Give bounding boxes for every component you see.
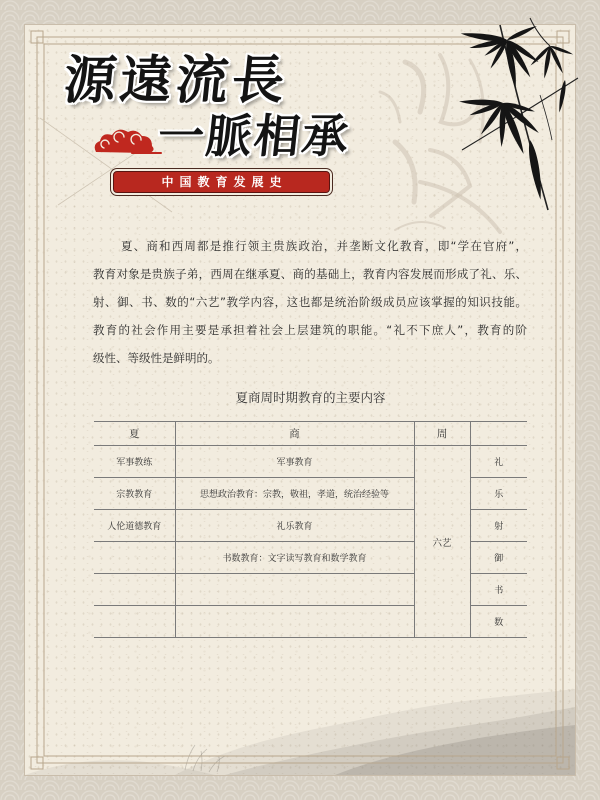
intro-line: 级性、等级性是鲜明的。 xyxy=(93,351,220,365)
header-shang: 商 xyxy=(175,422,414,446)
education-content-table xyxy=(94,421,527,638)
bamboo-leaf xyxy=(557,80,567,113)
cell-shang: 礼乐教育 xyxy=(175,510,414,542)
cell-xia: 宗教教育 xyxy=(94,478,175,510)
bamboo-leaf xyxy=(526,139,544,200)
intro-paragraph xyxy=(93,232,527,372)
table-caption: 夏商周时期教育的主要内容 xyxy=(235,390,386,405)
intro-line: 教育对象是贵族子弟，西周在继承夏、商的基础上，教育内容发展而形成了礼、乐、 xyxy=(93,267,527,281)
cell-xia: 军事教练 xyxy=(94,446,175,478)
bamboo-leaves-top xyxy=(460,24,540,89)
cell-zhou-item: 乐 xyxy=(470,478,527,510)
subtitle-banner-label: 中国教育发展史 xyxy=(161,175,288,189)
title-line-1: 源遠流長 xyxy=(60,50,292,111)
cell-zhou-item: 书 xyxy=(470,574,527,606)
cell-zhou-item: 数 xyxy=(470,606,527,638)
bamboo-leaves-middle xyxy=(459,99,541,156)
header-zhou-sub xyxy=(470,422,527,446)
cell-xia-empty xyxy=(94,606,175,638)
intro-line: 夏、商和西周都是推行领主贵族政治，并垄断文化教育，即“学在官府”， xyxy=(121,239,527,253)
intro-line: 射、御、书、数的“六艺”教学内容，这也都是统治阶级成员应该掌握的知识技能。 xyxy=(93,295,527,309)
cell-xia-empty xyxy=(94,574,175,606)
title-line-2: 一脈相承 xyxy=(155,109,353,163)
bamboo-leaves-right xyxy=(526,44,574,200)
cell-zhou-item: 御 xyxy=(470,542,527,574)
subtitle-banner xyxy=(113,171,330,193)
header-zhou: 周 xyxy=(414,422,470,446)
cell-shang: 军事教育 xyxy=(175,446,414,478)
table-header-row xyxy=(94,422,527,446)
cell-zhou-group: 六艺 xyxy=(414,446,470,638)
cell-xia-empty xyxy=(94,542,175,574)
header-xia: 夏 xyxy=(94,422,175,446)
auspicious-cloud-icon xyxy=(90,122,162,156)
cell-shang: 思想政治教育：宗教，敬祖，孝道，统治经验等 xyxy=(175,478,414,510)
cell-zhou-item: 射 xyxy=(470,510,527,542)
bamboo-icon xyxy=(440,15,580,215)
intro-line: 教育的社会作用主要是承担着社会上层建筑的职能。“礼不下庶人”，教育的阶 xyxy=(93,323,527,337)
cell-zhou-item: 礼 xyxy=(470,446,527,478)
cell-xia: 人伦道德教育 xyxy=(94,510,175,542)
bamboo-leaf xyxy=(506,24,538,42)
table-row xyxy=(94,446,527,478)
cell-shang-empty xyxy=(175,606,414,638)
cell-shang: 书数教育：文字读写教育和数学教育 xyxy=(175,542,414,574)
cell-shang-empty xyxy=(175,574,414,606)
cloud-body xyxy=(95,130,154,153)
